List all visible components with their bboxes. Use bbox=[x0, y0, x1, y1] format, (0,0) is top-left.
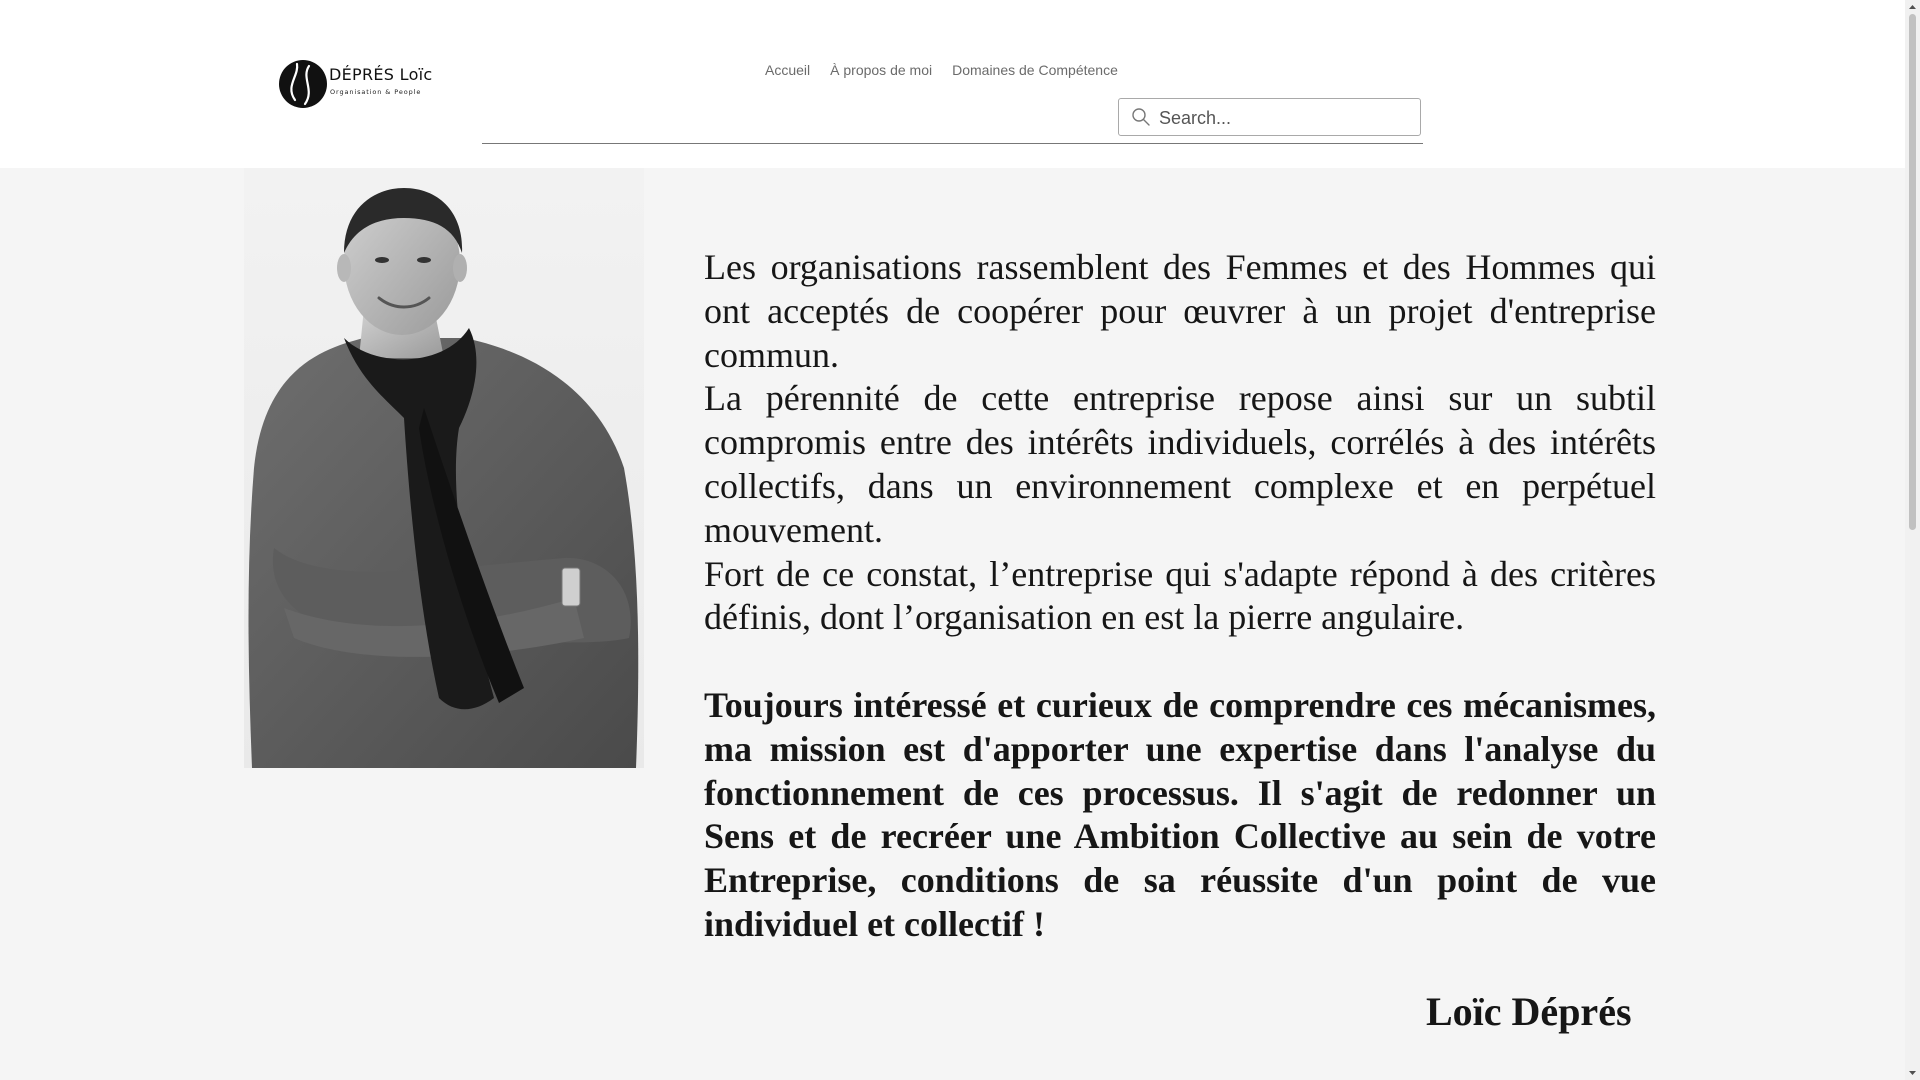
header-divider bbox=[482, 143, 1423, 144]
intro-paragraph: Fort de ce constat, l’entreprise qui s'adapte répond à des critères définis, dont l’organisation en est la pierre angulaire. bbox=[704, 553, 1656, 638]
search-input[interactable] bbox=[1157, 103, 1411, 133]
mission-statement: Toujours intéressé et curieux de comprendre ces mécanismes, ma mission est d'apporter une expertise dans l'analyse du fonctionnement de ces processus. Il s'agit de redonner un Sens et de recréer une Ambition Collective au sein de votre Entreprise, conditions de sa réussite d'un point de vue individuel et collectif ! bbox=[704, 684, 1656, 944]
logo-name: DÉPRÉS Loïc bbox=[329, 65, 433, 84]
signature: Loïc Déprés bbox=[1426, 989, 1632, 1034]
intro-text bbox=[704, 246, 1656, 947]
scroll-up-icon[interactable] bbox=[1907, 2, 1918, 13]
search-icon bbox=[1131, 107, 1151, 127]
search-box[interactable] bbox=[1118, 98, 1421, 136]
paragraph-spacer bbox=[704, 640, 1656, 684]
main-nav bbox=[765, 62, 1138, 78]
scrollbar-thumb[interactable] bbox=[1909, 14, 1916, 530]
scroll-down-icon[interactable] bbox=[1907, 1067, 1918, 1078]
nav-item-domaines[interactable]: Domaines de Compétence bbox=[952, 62, 1118, 78]
nav-item-a-propos[interactable]: À propos de moi bbox=[830, 62, 933, 78]
portrait-image bbox=[244, 168, 644, 768]
portrait-photo-icon bbox=[244, 168, 644, 768]
intro-paragraph: Les organisations rassemblent des Femmes et des Hommes qui ont acceptés de coopérer pour œuvrer à un projet d'entreprise commun. bbox=[704, 247, 1656, 375]
nav-item-accueil[interactable]: Accueil bbox=[765, 62, 811, 78]
site-logo[interactable] bbox=[275, 56, 433, 112]
logo-tagline: Organisation & People bbox=[330, 88, 422, 96]
intro-paragraph: La pérennité de cette entreprise repose ainsi sur un subtil compromis entre des intérêts individuels, corrélés à des intérêts collectifs, dans un environnement complexe et en perpétuel mouvement. bbox=[704, 378, 1656, 550]
logo-mark-icon bbox=[275, 56, 331, 112]
site-header bbox=[0, 0, 1905, 168]
